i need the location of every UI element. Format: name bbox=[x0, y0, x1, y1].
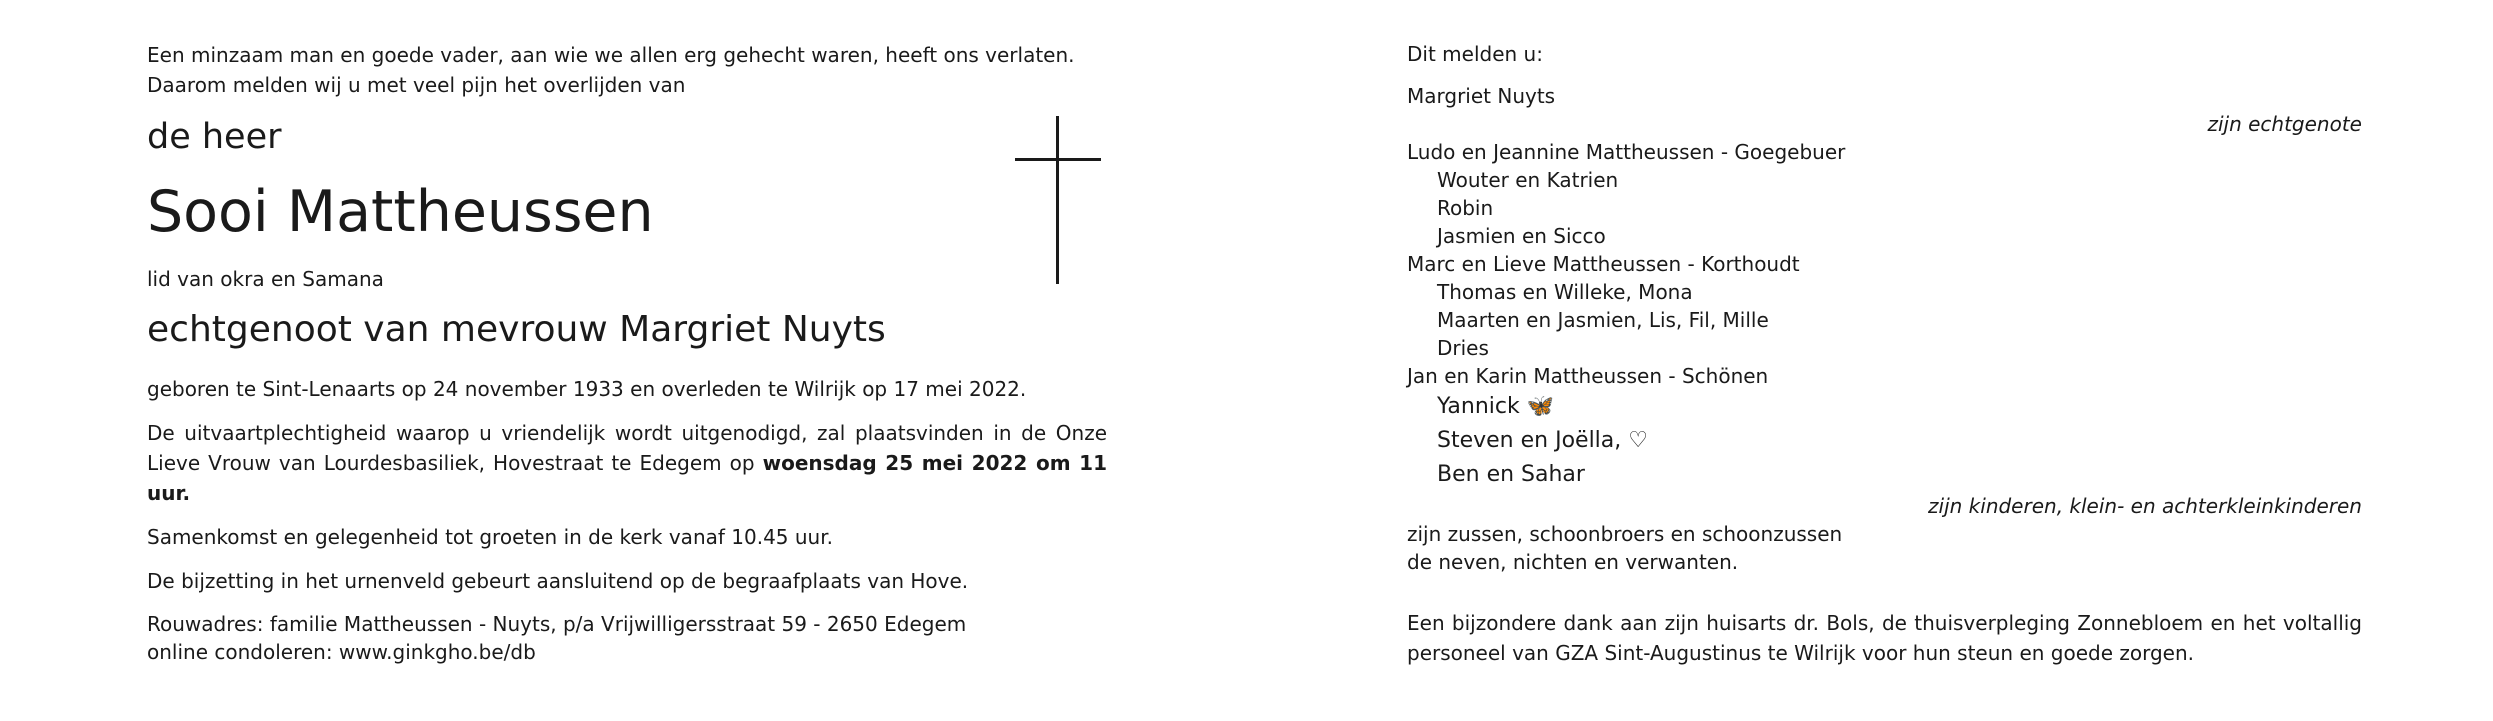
family-line: Jasmien en Sicco bbox=[1437, 224, 1606, 248]
title-honorific: de heer bbox=[147, 117, 282, 157]
family-member-steven: Steven en Joëlla, ♡ bbox=[1437, 428, 1649, 453]
family-line: Thomas en Willeke, Mona bbox=[1437, 280, 1693, 304]
burial-info: De bijzetting in het urnenveld gebeurt aansluitend op de begraafplaats van Hove. bbox=[147, 569, 969, 593]
family-member-ben: Ben en Sahar bbox=[1437, 462, 1585, 487]
wife-name: Margriet Nuyts bbox=[1407, 84, 1556, 108]
mourning-address: Rouwadres: familie Mattheussen - Nuyts, p/a Vrijwilligersstraat 59 - 2650 Edegem bbox=[147, 612, 967, 636]
family-member-yannick: Yannick 🦋 bbox=[1437, 394, 1555, 419]
right-column bbox=[1407, 40, 2362, 668]
intro-line-2: Daarom melden wij u met veel pijn het overlijden van bbox=[147, 73, 686, 97]
birth-death: geboren te Sint-Lenaarts op 24 november 1933 en overleden te Wilrijk op 17 mei 2022. bbox=[147, 377, 1027, 401]
family-line: Dries bbox=[1437, 336, 1489, 360]
family-line: Jan en Karin Mattheussen - Schönen bbox=[1407, 364, 1769, 388]
family-line: Wouter en Katrien bbox=[1437, 168, 1619, 192]
family-line: Maarten en Jasmien, Lis, Fil, Mille bbox=[1437, 308, 1769, 332]
heart-icon: ♡ bbox=[1628, 428, 1649, 453]
family-line: Robin bbox=[1437, 196, 1494, 220]
siblings-line: zijn zussen, schoonbroers en schoonzussen bbox=[1407, 522, 1843, 546]
intro-line-1: Een minzaam man en goede vader, aan wie we allen erg gehecht waren, heeft ons verlaten. bbox=[147, 43, 1075, 67]
family-list bbox=[1407, 138, 2362, 390]
thanks-text: Een bijzondere dank aan zijn huisarts dr. Bols, de thuisverpleging Zonnebloem en het voltallig personeel van GZA Sint-Augustinus te Wilrijk voor hun steun en goede zorgen. bbox=[1407, 611, 2362, 665]
spouse-line: echtgenoot van mevrouw Margriet Nuyts bbox=[147, 309, 886, 350]
gathering-info: Samenkomst en gelegenheid tot groeten in de kerk vanaf 10.45 uur. bbox=[147, 525, 833, 549]
membership: lid van okra en Samana bbox=[147, 267, 384, 291]
family-line: Marc en Lieve Mattheussen - Korthoudt bbox=[1407, 252, 1800, 276]
funeral-date: woensdag 25 mei 2022 om 11 uur. bbox=[147, 451, 1107, 505]
cousins-line: de neven, nichten en verwanten. bbox=[1407, 550, 1739, 574]
cross-icon bbox=[1015, 116, 1101, 284]
family-line: Ludo en Jeannine Mattheussen - Goegebuer bbox=[1407, 140, 1846, 164]
funeral-text: De uitvaartplechtigheid waarop u vriendelijk wordt uitgenodigd, zal plaatsvinden in de Onze Lieve Vrouw van Lourdesbasiliek, Hovestraat te Edegem op bbox=[147, 421, 1107, 475]
online-condolence: online condoleren: www.ginkgho.be/db bbox=[147, 640, 536, 664]
wife-role: zijn echtgenote bbox=[2207, 112, 2362, 136]
deceased-name: Sooi Mattheussen bbox=[147, 179, 654, 245]
announce-line: Dit melden u: bbox=[1407, 42, 1543, 66]
left-column bbox=[147, 40, 1107, 666]
butterfly-icon: 🦋 bbox=[1526, 394, 1555, 419]
children-role: zijn kinderen, klein- en achterkleinkinderen bbox=[1928, 494, 2362, 518]
funeral-info bbox=[147, 418, 1107, 508]
